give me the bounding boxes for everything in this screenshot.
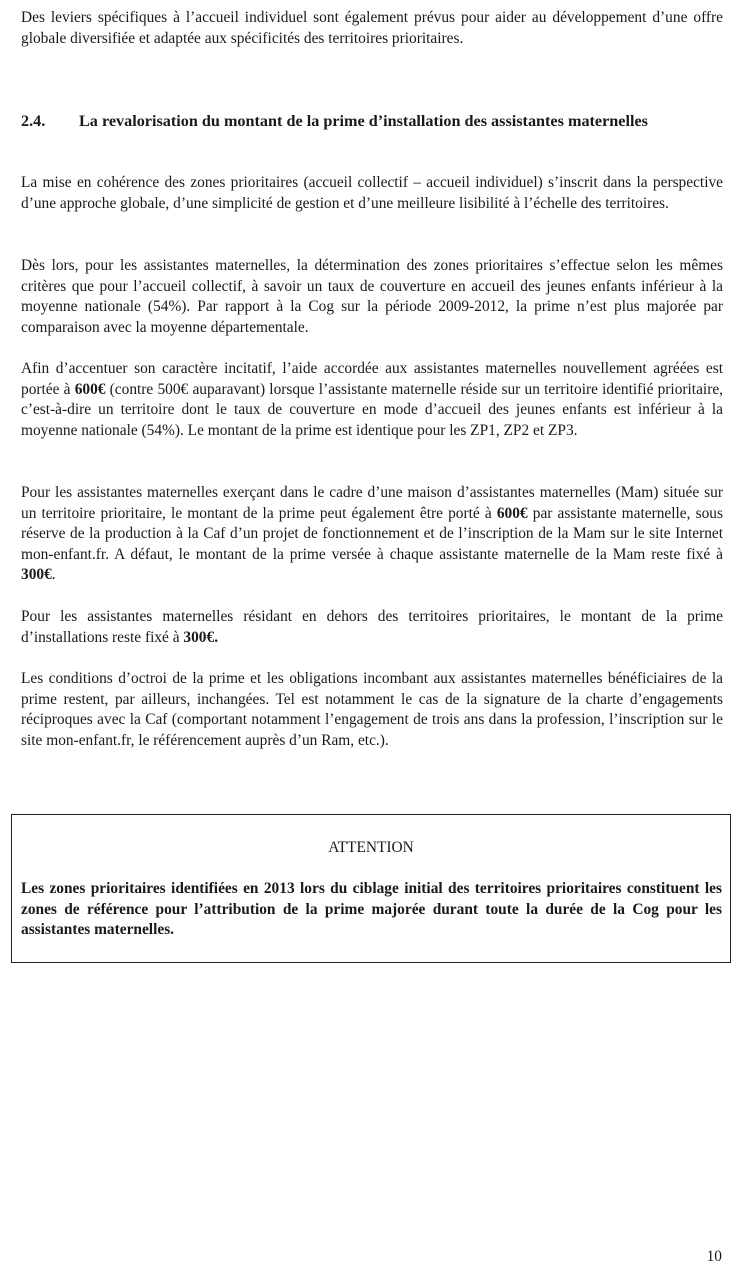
section-heading — [21, 111, 723, 132]
attention-text: Les zones prioritaires identifiées en 2013 lors du ciblage initial des territoires prioritaires constituent les zones de référence pour l’attribution de la prime majorée durant toute la durée de la Cog pour les assistantes maternelles. — [21, 880, 722, 939]
section-title: La revalorisation du montant de la prime d’installation des assistantes maternelles — [79, 112, 648, 130]
text-segment: . — [51, 566, 56, 584]
paragraph-incentive — [21, 359, 723, 441]
paragraph-conditions: Les conditions d’octroi de la prime et les obligations incombant aux assistantes maternelles bénéficiaires de la prime restent, par ailleurs, inchangées. Tel est notamment le cas de la signature de la charte d’engagements réciproques avec la Caf (comportant notamment l’engagement de trois ans dans la profession, l’inscription sur le site mon-enfant.fr, le référencement auprès d’un Ram, etc.). — [21, 670, 723, 749]
paragraph-outside-zones — [21, 607, 723, 648]
amount-bold: 300€. — [183, 628, 219, 646]
attention-box — [11, 814, 731, 963]
text-segment: (contre 500€ auparavant) lorsque l’assistante maternelle réside sur un territoire identifié prioritaire, c’est-à-dire un territoire dont le taux de couverture en mode d’accueil des jeunes enfants est inférieur à la moyenne nationale (54%). Le montant de la prime est identique pour les ZP1, ZP2 et ZP3. — [21, 380, 723, 439]
intro-paragraph: Des leviers spécifiques à l’accueil individuel sont également prévus pour aider au développement d’une offre globale diversifiée et adaptée aux spécificités des territoires prioritaires. — [21, 9, 723, 47]
attention-title: ATTENTION — [328, 839, 414, 856]
section-number: 2.4. — [21, 112, 46, 130]
paragraph-criteria: Dès lors, pour les assistantes maternelles, la détermination des zones prioritaires s’effectue selon les mêmes critères que pour l’accueil collectif, à savoir un taux de couverture en accueil des jeunes enfants inférieur à la moyenne nationale (54%). Par rapport à la Cog sur la période 2009-2012, la prime n’est plus majorée par comparaison avec la moyenne départementale. — [21, 257, 723, 336]
text-segment: Afin d’accentuer son caractère incitatif, l’aide accordée aux assistantes maternelles nouvellement agréées est portée à — [21, 360, 723, 398]
text-segment: Pour les assistantes maternelles résidant en dehors des territoires prioritaires, le montant de la prime d’installations reste fixé à — [21, 608, 723, 646]
text-segment: par assistante maternelle, sous réserve de la production à la Caf d’un projet de fonctionnement et de l’inscription de la Mam sur le site Internet mon-enfant.fr. A défaut, le montant de la prime versée à chaque assistante maternelle de la Mam reste fixé à — [21, 504, 723, 563]
paragraph-mam — [21, 483, 723, 586]
amount-bold: 600€ — [496, 504, 528, 522]
amount-bold: 300€ — [21, 566, 52, 584]
page-number: 10 — [706, 1248, 722, 1265]
amount-bold: 600€ — [74, 380, 106, 398]
text-segment: Pour les assistantes maternelles exerçant dans le cadre d’une maison d’assistantes maternelles (Mam) située sur un territoire prioritaire, le montant de la prime peut également être porté à — [21, 484, 723, 522]
paragraph-coherence: La mise en cohérence des zones prioritaires (accueil collectif – accueil individuel) s’inscrit dans la perspective d’une approche globale, d’une simplicité de gestion et d’une meilleure lisibilité à l’échelle des territoires. — [21, 174, 723, 212]
